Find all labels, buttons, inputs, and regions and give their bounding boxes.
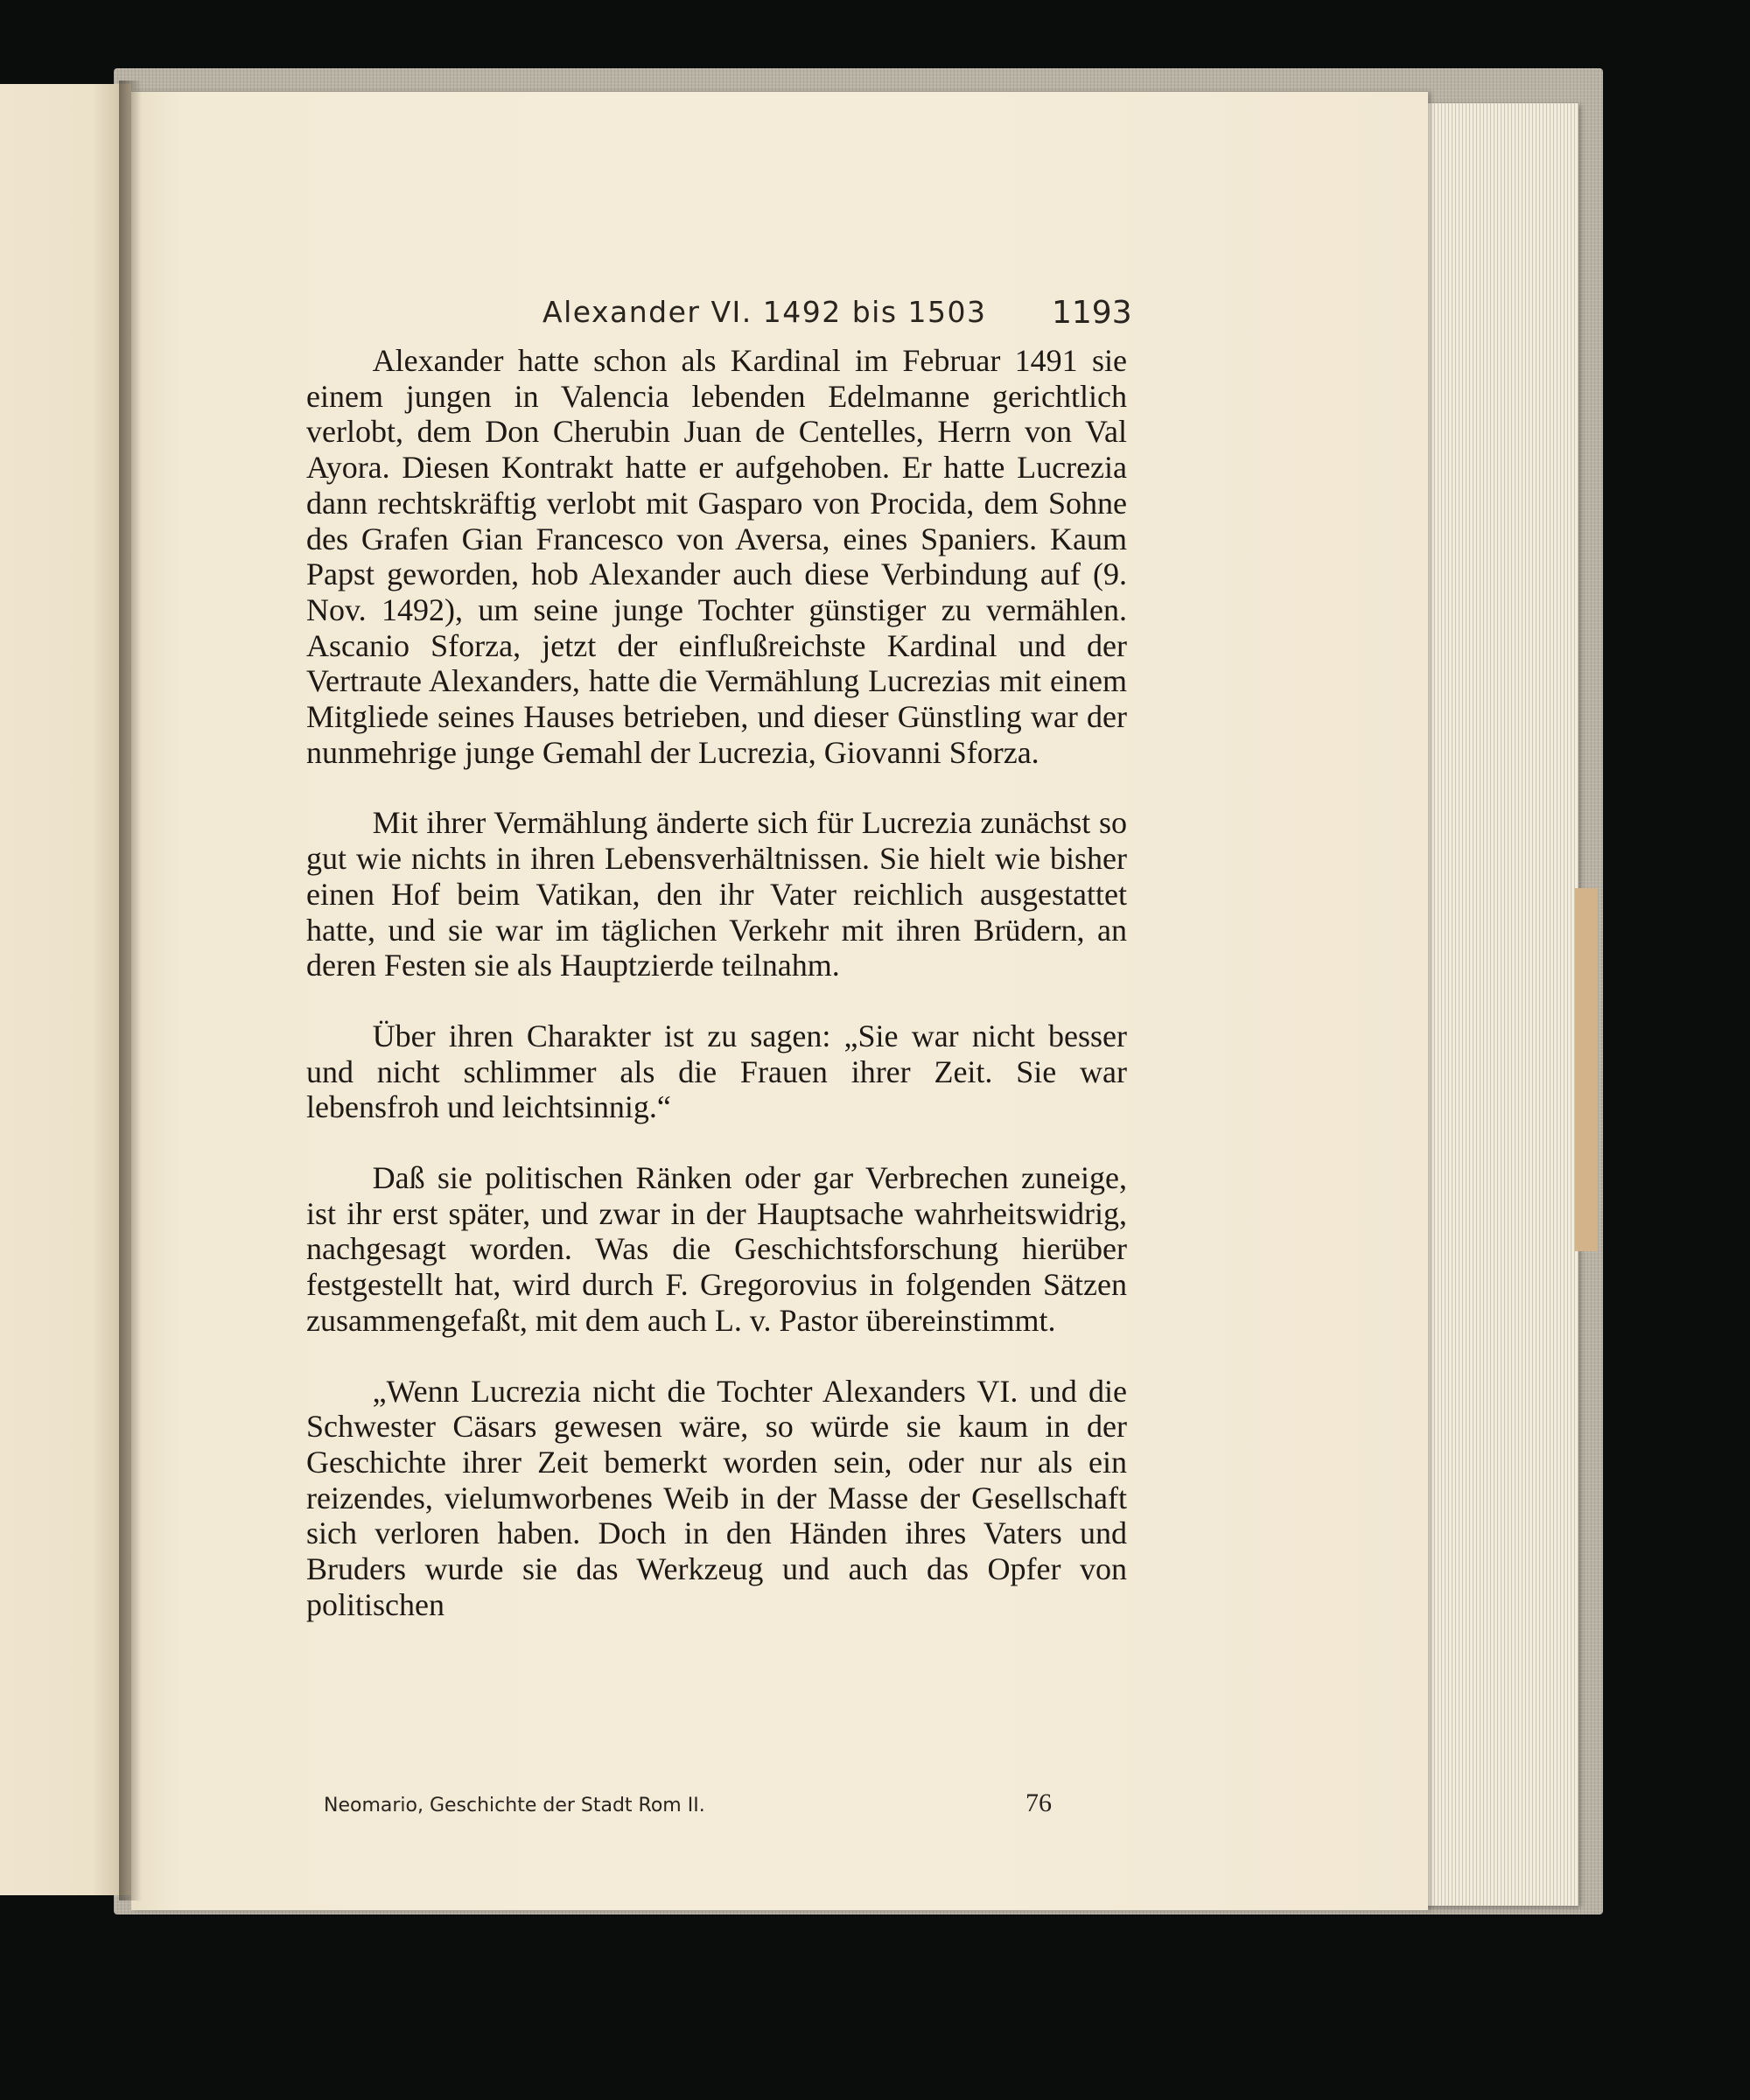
paragraph: Daß sie politischen Ränken oder gar Verbrechen zuneige, ist ihr erst später, und zwar in der Hauptsache wahrheitswidrig, nachgesagt worden. Was die Geschichtsforschung hierüber festgestellt hat, wird durch F. Gregorovius in folgenden Sätzen zusammengefaßt, mit dem auch L. v. Pastor übereinstimmt. — [306, 1160, 1127, 1338]
page-edge-marker — [1575, 888, 1598, 1251]
page-number: 1193 — [1052, 295, 1132, 331]
page-edges — [1424, 103, 1578, 1906]
paragraph: Über ihren Charakter ist zu sagen: „Sie war nicht besser und nicht schlimmer als die Frauen ihrer Zeit. Sie war lebensfroh und leichtsinnig.“ — [306, 1018, 1127, 1125]
left-page — [0, 84, 131, 1895]
signature-mark: 76 — [1026, 1788, 1052, 1817]
body-text — [306, 343, 1127, 1623]
right-page — [131, 92, 1428, 1910]
footer-book-title: Neomario, Geschichte der Stadt Rom II. — [324, 1795, 705, 1816]
running-head: Alexander VI. 1492 bis 1503 — [542, 295, 987, 329]
paragraph: Alexander hatte schon als Kardinal im Februar 1491 sie einem jungen in Valencia lebenden Edelmanne gerichtlich verlobt, dem Don Cherubin Juan de Centelles, Herrn von Val Ayora. Diesen Kontrakt hatte er aufgehoben. Er hatte Lucrezia dann rechtskräftig verlobt mit Gasparo von Procida, dem Sohne des Grafen Gian Francesco von Aversa, eines Spaniers. Kaum Papst geworden, hob Alexander auch diese Verbindung auf (9. Nov. 1492), um seine junge Tochter günstiger zu vermählen. Ascanio Sforza, jetzt der einflußreichste Kardinal und der Vertraute Alexanders, hatte die Vermählung Lucrezias mit einem Mitgliede seines Hauses betrieben, und dieser Günstling war der nunmehrige junge Gemahl der Lucrezia, Giovanni Sforza. — [306, 343, 1127, 770]
gutter-shadow — [119, 80, 142, 1900]
paragraph: Mit ihrer Vermählung änderte sich für Lucrezia zunächst so gut wie nichts in ihren Lebensverhältnissen. Sie hielt wie bisher einen Hof beim Vatikan, den ihr Vater reichlich ausgestattet hatte, und sie war im täglichen Verkehr mit ihren Brüdern, an deren Festen sie als Hauptzierde teilnahm. — [306, 805, 1127, 984]
paragraph: „Wenn Lucrezia nicht die Tochter Alexanders VI. und die Schwester Cäsars gewesen wäre, so würde sie kaum in der Geschichte ihrer Zeit bemerkt worden sein, oder nur als ein reizendes, vielumworbenes Weib in der Masse der Gesellschaft sich verloren haben. Doch in den Händen ihres Vaters und Bruders wurde sie das Werkzeug und auch das Opfer von politischen — [306, 1373, 1127, 1622]
